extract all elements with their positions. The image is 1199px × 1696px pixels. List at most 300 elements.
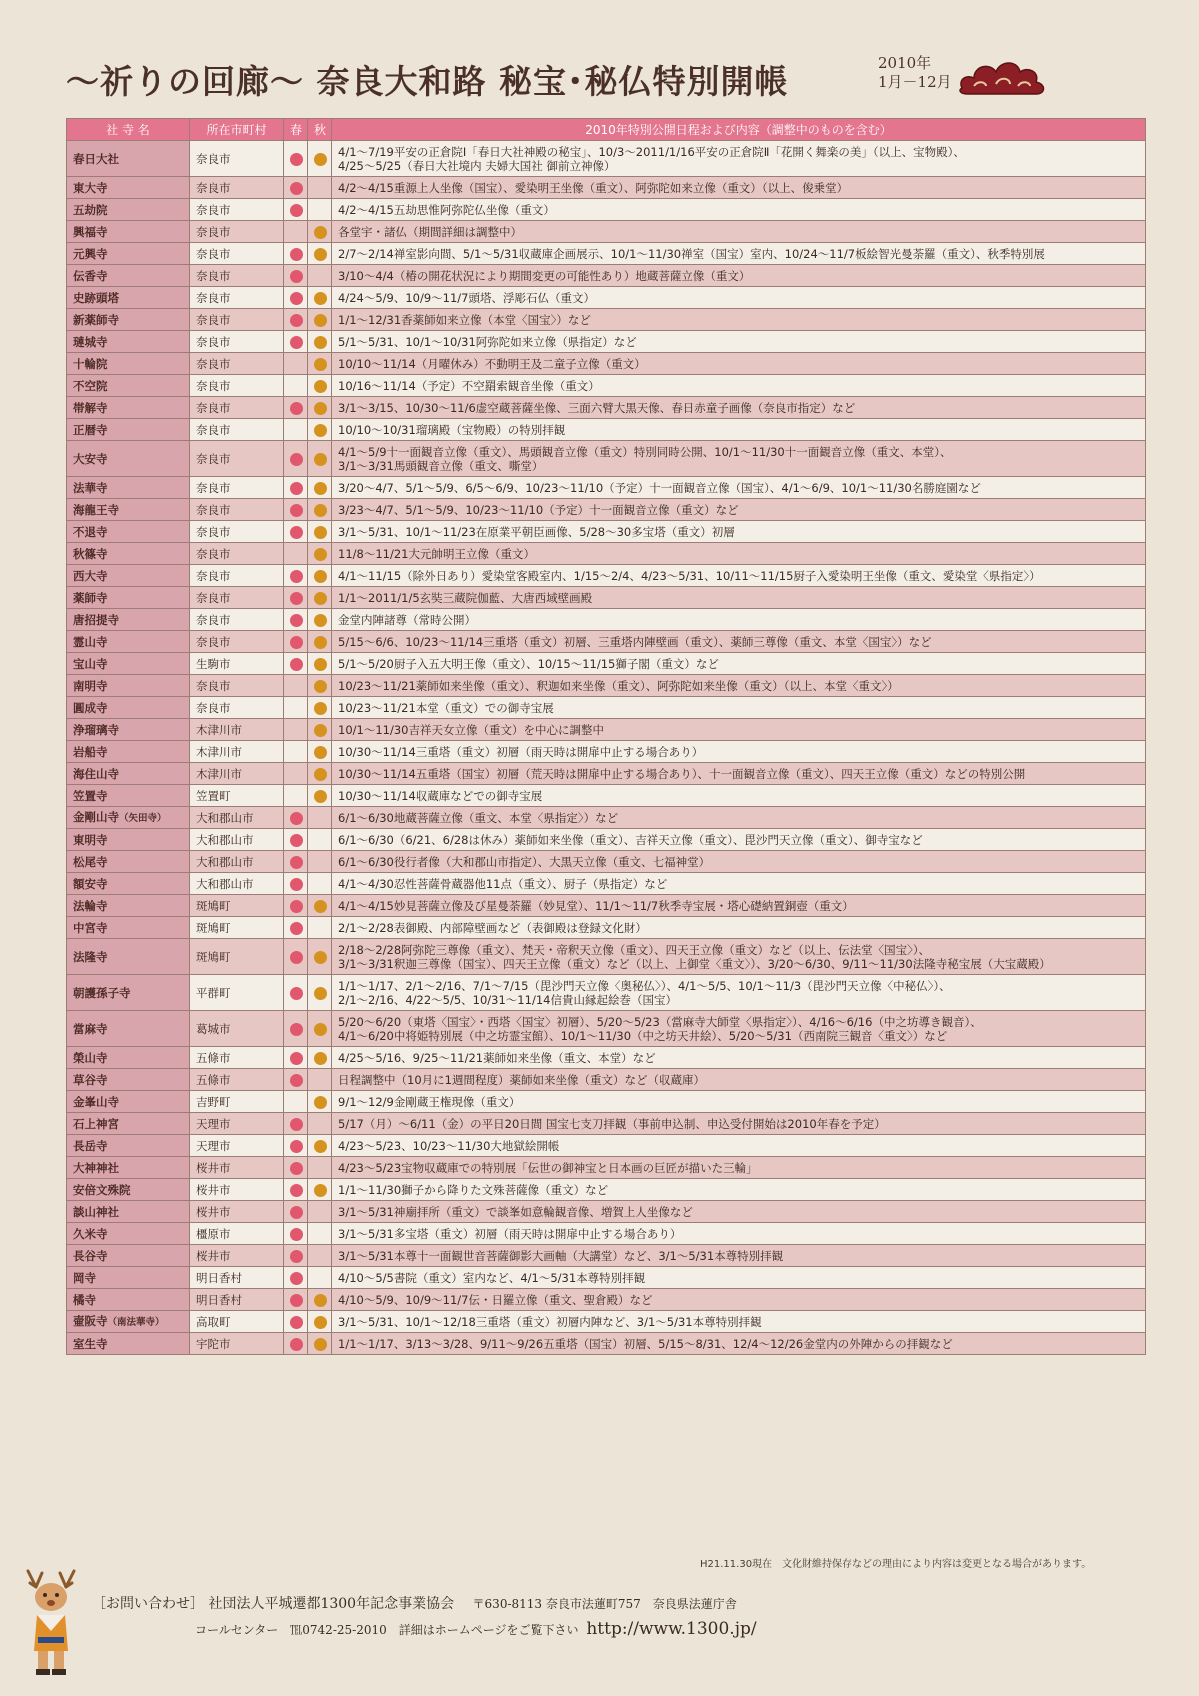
city-cell: 奈良市 (190, 141, 284, 177)
city-cell: 桜井市 (190, 1245, 284, 1267)
autumn-dot-icon (314, 1096, 327, 1109)
autumn-cell (308, 939, 332, 975)
autumn-cell (308, 1333, 332, 1355)
city-cell: 天理市 (190, 1135, 284, 1157)
temple-name (67, 829, 190, 851)
spring-dot-icon (290, 336, 303, 349)
header-spring: 春 (284, 119, 308, 141)
temple-name (67, 141, 190, 177)
temple-name-text: 春日大社 (73, 151, 119, 166)
city-cell: 奈良市 (190, 199, 284, 221)
autumn-dot-icon (314, 1023, 327, 1036)
temple-name (67, 353, 190, 375)
autumn-cell (308, 895, 332, 917)
spring-dot-icon (290, 1162, 303, 1175)
schedule-line: 1/1〜1/17、2/1〜2/16、7/1〜7/15（毘沙門天立像〈奥秘仏〉）、4/1〜5/5、10/1〜11/3（毘沙門天立像〈中秘仏〉）、 (338, 978, 951, 993)
temple-name-text: 史跡頭塔 (73, 290, 119, 305)
spring-dot-icon (290, 1140, 303, 1153)
schedule-line: 3/23〜4/7、5/1〜5/9、10/23〜11/10（予定）十一面観音立像（重文）など (338, 502, 739, 517)
spring-dot-icon (290, 270, 303, 283)
spring-dot-icon (290, 526, 303, 539)
city-cell: 笠置町 (190, 785, 284, 807)
autumn-dot-icon (314, 570, 327, 583)
spring-cell (284, 1201, 308, 1223)
schedule-cell (332, 829, 1146, 851)
spring-cell (284, 785, 308, 807)
spring-cell (284, 477, 308, 499)
table-row (67, 565, 1146, 587)
temple-name-text: 岩船寺 (73, 744, 108, 759)
schedule-line: 3/1〜5/31本尊十一面観世音菩薩御影大画軸（大講堂）など、3/1〜5/31本尊特別拝観 (338, 1248, 784, 1263)
temple-name (67, 441, 190, 477)
autumn-cell (308, 397, 332, 419)
temple-name-text: 金峯山寺 (73, 1094, 119, 1109)
table-row (67, 1135, 1146, 1157)
temple-name (67, 675, 190, 697)
schedule-cell (332, 565, 1146, 587)
autumn-cell (308, 499, 332, 521)
temple-name-text: 海龍王寺 (73, 502, 119, 517)
temple-name (67, 697, 190, 719)
autumn-dot-icon (314, 987, 327, 1000)
temple-name (67, 1289, 190, 1311)
temple-name (67, 375, 190, 397)
spring-cell (284, 141, 308, 177)
schedule-line: 2/1〜2/16、4/22〜5/5、10/31〜11/14信貴山縁起絵巻（国宝） (338, 992, 677, 1007)
schedule-cell (332, 609, 1146, 631)
schedule-cell (332, 1069, 1146, 1091)
footnote: H21.11.30現在 文化財維持保存などの理由により内容は変更となる場合があります。 (700, 1559, 1092, 1570)
schedule-line: 3/20〜4/7、5/1〜5/9、6/5〜6/9、10/23〜11/10（予定）十一面観音立像（国宝）、4/1〜6/9、10/1〜11/30名勝庭園など (338, 480, 981, 495)
temple-name-text: 元興寺 (73, 246, 108, 261)
autumn-cell (308, 829, 332, 851)
autumn-cell (308, 609, 332, 631)
table-row (67, 309, 1146, 331)
table-row (67, 719, 1146, 741)
schedule-line: 4/23〜5/23宝物収蔵庫での特別展「伝世の御神宝と日本画の巨匠が描いた三輪」 (338, 1160, 758, 1175)
spring-dot-icon (290, 402, 303, 415)
spring-cell (284, 243, 308, 265)
temple-name-text: 額安寺 (73, 876, 108, 891)
temple-name-text: 朝護孫子寺 (73, 985, 131, 1000)
temple-name (67, 873, 190, 895)
schedule-line: 日程調整中（10月に1週間程度）薬師如来坐像（重文）など（収蔵庫） (338, 1072, 705, 1087)
spring-cell (284, 873, 308, 895)
spring-cell (284, 221, 308, 243)
city-cell: 葛城市 (190, 1011, 284, 1047)
city-cell: 奈良市 (190, 631, 284, 653)
city-cell: 奈良市 (190, 353, 284, 375)
city-cell: 木津川市 (190, 763, 284, 785)
schedule-cell (332, 653, 1146, 675)
table-row (67, 1201, 1146, 1223)
spring-cell (284, 1223, 308, 1245)
schedule-line: 4/1〜7/19平安の正倉院Ⅰ「春日大社神殿の秘宝」、10/3〜2011/1/16平安の正倉院Ⅱ「花開く舞楽の美」（以上、宝物殿）、 (338, 144, 965, 159)
city-cell: 明日香村 (190, 1289, 284, 1311)
spring-dot-icon (290, 482, 303, 495)
cloud-icon (956, 50, 1048, 98)
spring-cell (284, 653, 308, 675)
temple-name-text: 圓成寺 (73, 700, 108, 715)
schedule-cell (332, 221, 1146, 243)
page-title: ～祈りの回廊～ 奈良大和路 秘宝･秘仏特別開帳 (66, 62, 789, 101)
schedule-line: 5/1〜5/31、10/1〜10/31阿弥陀如来立像（県指定）など (338, 334, 637, 349)
autumn-cell (308, 741, 332, 763)
temple-name-text: 長岳寺 (73, 1138, 108, 1153)
city-cell: 斑鳩町 (190, 917, 284, 939)
schedule-line: 4/23〜5/23、10/23〜11/30大地獄絵開帳 (338, 1138, 560, 1153)
spring-cell (284, 499, 308, 521)
autumn-cell (308, 1011, 332, 1047)
autumn-cell (308, 697, 332, 719)
schedule-cell (332, 543, 1146, 565)
spring-dot-icon (290, 592, 303, 605)
table-row (67, 243, 1146, 265)
temple-name (67, 1135, 190, 1157)
schedule-cell (332, 353, 1146, 375)
autumn-cell (308, 309, 332, 331)
temple-name-text: 室生寺 (73, 1336, 108, 1351)
table-row (67, 419, 1146, 441)
autumn-cell (308, 477, 332, 499)
city-cell: 五條市 (190, 1047, 284, 1069)
temple-name-text: 岡寺 (73, 1270, 96, 1285)
table-row (67, 631, 1146, 653)
city-cell: 奈良市 (190, 675, 284, 697)
city-cell: 桜井市 (190, 1157, 284, 1179)
table-row (67, 939, 1146, 975)
autumn-cell (308, 1311, 332, 1333)
table-row (67, 851, 1146, 873)
temple-name (67, 895, 190, 917)
schedule-cell (332, 397, 1146, 419)
spring-cell (284, 939, 308, 975)
spring-cell (284, 741, 308, 763)
spring-dot-icon (290, 1272, 303, 1285)
spring-cell (284, 199, 308, 221)
city-cell: 奈良市 (190, 331, 284, 353)
temple-name-text: 久米寺 (73, 1226, 108, 1241)
temple-name (67, 1179, 190, 1201)
schedule-line: 3/1〜5/31、10/1〜11/23在原業平朝臣画像、5/28〜30多宝塔（重文）初層 (338, 524, 735, 539)
autumn-dot-icon (314, 1338, 327, 1351)
spring-cell (284, 1179, 308, 1201)
spring-cell (284, 353, 308, 375)
schedule-cell (332, 1201, 1146, 1223)
schedule-cell (332, 1113, 1146, 1135)
schedule-cell (332, 895, 1146, 917)
spring-cell (284, 419, 308, 441)
schedule-cell (332, 631, 1146, 653)
table-row (67, 397, 1146, 419)
spring-dot-icon (290, 900, 303, 913)
autumn-cell (308, 565, 332, 587)
autumn-dot-icon (314, 424, 327, 437)
schedule-line: 9/1〜12/9金剛蔵王権現像（重文） (338, 1094, 521, 1109)
temple-name (67, 521, 190, 543)
spring-cell (284, 975, 308, 1011)
schedule-line: 4/1〜5/9十一面観音立像（重文）、馬頭観音立像（重文）特別同時公開、10/1〜11/30十一面観音立像（重文、本堂）、 (338, 444, 952, 459)
schedule-cell (332, 719, 1146, 741)
autumn-cell (308, 353, 332, 375)
schedule-line: 11/8〜11/21大元帥明王立像（重文） (338, 546, 535, 561)
autumn-cell (308, 441, 332, 477)
schedule-line: 10/30〜11/14五重塔（国宝）初層（荒天時は開扉中止する場合あり）、十一面観音立像（重文）、四天王立像（重文）などの特別公開 (338, 766, 1026, 781)
spring-cell (284, 763, 308, 785)
spring-cell (284, 1311, 308, 1333)
temple-name (67, 609, 190, 631)
temple-name-text: 不退寺 (73, 524, 108, 539)
temple-name-text: 笠置寺 (73, 788, 108, 803)
autumn-dot-icon (314, 336, 327, 349)
schedule-line: 3/10〜4/4（椿の開花状況により期間変更の可能性あり）地蔵菩薩立像（重文） (338, 268, 751, 283)
schedule-cell (332, 177, 1146, 199)
spring-cell (284, 441, 308, 477)
schedule-cell (332, 1135, 1146, 1157)
temple-name (67, 1245, 190, 1267)
autumn-cell (308, 675, 332, 697)
city-cell: 桜井市 (190, 1179, 284, 1201)
autumn-dot-icon (314, 482, 327, 495)
table-row (67, 375, 1146, 397)
temple-name (67, 587, 190, 609)
city-cell: 奈良市 (190, 477, 284, 499)
spring-dot-icon (290, 1316, 303, 1329)
autumn-dot-icon (314, 292, 327, 305)
autumn-cell (308, 141, 332, 177)
schedule-cell (332, 1047, 1146, 1069)
spring-cell (284, 1091, 308, 1113)
schedule-cell (332, 587, 1146, 609)
temple-name-text: 談山神社 (73, 1204, 119, 1219)
schedule-cell (332, 851, 1146, 873)
table-row (67, 975, 1146, 1011)
spring-cell (284, 1047, 308, 1069)
table-row (67, 609, 1146, 631)
table-row (67, 873, 1146, 895)
table-row (67, 499, 1146, 521)
spring-dot-icon (290, 951, 303, 964)
schedule-line: 1/1〜12/31香薬師如来立像（本堂〈国宝〉）など (338, 312, 591, 327)
temple-name (67, 1311, 190, 1333)
temple-name (67, 177, 190, 199)
city-cell: 斑鳩町 (190, 895, 284, 917)
temple-name (67, 851, 190, 873)
city-cell: 五條市 (190, 1069, 284, 1091)
schedule-cell (332, 521, 1146, 543)
autumn-dot-icon (314, 746, 327, 759)
schedule-line: 各堂宇・諸仏（期間詳細は調整中） (338, 224, 522, 239)
spring-dot-icon (290, 248, 303, 261)
temple-name (67, 1011, 190, 1047)
schedule-cell (332, 477, 1146, 499)
spring-dot-icon (290, 614, 303, 627)
spring-cell (284, 807, 308, 829)
spring-dot-icon (290, 182, 303, 195)
callcenter-line (195, 1619, 757, 1639)
temple-name-text: 大神神社 (73, 1160, 119, 1175)
schedule-line: 10/30〜11/14三重塔（重文）初層（雨天時は開扉中止する場合あり） (338, 744, 704, 759)
city-cell: 奈良市 (190, 397, 284, 419)
temple-name-text: 法輪寺 (73, 898, 108, 913)
schedule-line: 5/20〜6/20（東塔〈国宝〉・西塔〈国宝〉初層）、5/20〜5/23（當麻寺大師堂〈県指定〉）、4/16〜6/16（中之坊導き観音）、 (338, 1014, 982, 1029)
table-row (67, 1223, 1146, 1245)
spring-cell (284, 719, 308, 741)
temple-name-text: 壷阪寺 (73, 1313, 108, 1328)
spring-dot-icon (290, 1250, 303, 1263)
schedule-cell (332, 807, 1146, 829)
schedule-cell (332, 331, 1146, 353)
website-link[interactable]: http://www.1300.jp/ (586, 1619, 757, 1639)
city-cell: 天理市 (190, 1113, 284, 1135)
city-cell: 奈良市 (190, 587, 284, 609)
schedule-line: 4/1〜11/15（除外日あり）愛染堂客殿室内、1/15〜2/4、4/23〜5/31、10/11〜11/15厨子入愛染明王坐像（重文、愛染堂〈県指定〉） (338, 568, 1041, 583)
table-row (67, 763, 1146, 785)
autumn-dot-icon (314, 900, 327, 913)
temple-name (67, 807, 190, 829)
temple-name-text: 宝山寺 (73, 656, 108, 671)
city-cell: 木津川市 (190, 741, 284, 763)
spring-dot-icon (290, 504, 303, 517)
autumn-cell (308, 1289, 332, 1311)
temple-name-text: 唐招提寺 (73, 612, 119, 627)
schedule-line: 3/1〜3/31馬頭観音立像（重文、嘶堂） (338, 458, 544, 473)
autumn-dot-icon (314, 314, 327, 327)
table-row (67, 221, 1146, 243)
temple-alt-name: （矢田寺） (119, 812, 167, 824)
schedule-line: 3/1〜5/31多宝塔（重文）初層（雨天時は開扉中止する場合あり） (338, 1226, 682, 1241)
temple-name (67, 1223, 190, 1245)
mascot-icon (20, 1565, 82, 1685)
temple-name-text: 東大寺 (73, 180, 108, 195)
spring-cell (284, 397, 308, 419)
city-cell: 奈良市 (190, 221, 284, 243)
autumn-dot-icon (314, 226, 327, 239)
city-cell: 奈良市 (190, 543, 284, 565)
spring-cell (284, 1245, 308, 1267)
contact-org: 社団法人平城遷都1300年記念事業協会 (208, 1596, 455, 1612)
schedule-cell (332, 199, 1146, 221)
schedule-cell (332, 873, 1146, 895)
temple-name-text: 十輪院 (73, 356, 108, 371)
table-row (67, 441, 1146, 477)
page-header (66, 44, 1146, 114)
spring-cell (284, 543, 308, 565)
spring-dot-icon (290, 292, 303, 305)
schedule-line: 1/1〜2011/1/5玄奘三蔵院伽藍、大唐西域壁画殿 (338, 590, 593, 605)
temple-name-text: 正暦寺 (73, 422, 108, 437)
spring-dot-icon (290, 1074, 303, 1087)
schedule-cell (332, 975, 1146, 1011)
spring-cell (284, 1333, 308, 1355)
table-row (67, 829, 1146, 851)
temple-name (67, 397, 190, 419)
table-row (67, 785, 1146, 807)
schedule-line: 10/16〜11/14（予定）不空羂索観音坐像（重文） (338, 378, 600, 393)
table-row (67, 521, 1146, 543)
temple-name-text: 石上神宮 (73, 1116, 119, 1131)
temple-name-text: 中宮寺 (73, 920, 108, 935)
schedule-cell (332, 1245, 1146, 1267)
temple-name-text: 秋篠寺 (73, 546, 108, 561)
schedule-line: 4/10〜5/9、10/9〜11/7伝・日羅立像（重文、聖倉殿）など (338, 1292, 653, 1307)
city-cell: 奈良市 (190, 375, 284, 397)
temple-name (67, 419, 190, 441)
spring-cell (284, 309, 308, 331)
table-row (67, 287, 1146, 309)
autumn-dot-icon (314, 526, 327, 539)
autumn-cell (308, 1245, 332, 1267)
schedule-line: 2/1〜2/28表御殿、内部障壁画など（表御殿は登録文化財） (338, 920, 647, 935)
spring-cell (284, 1289, 308, 1311)
table-row (67, 1289, 1146, 1311)
temple-name (67, 917, 190, 939)
temple-name (67, 1267, 190, 1289)
header-city: 所在市町村 (190, 119, 284, 141)
temple-name (67, 499, 190, 521)
table-body (67, 141, 1146, 1355)
table-row (67, 1333, 1146, 1355)
table-row (67, 1267, 1146, 1289)
table-row (67, 895, 1146, 917)
autumn-cell (308, 587, 332, 609)
autumn-dot-icon (314, 402, 327, 415)
schedule-line: 5/17（月）〜6/11（金）の平日20日間 国宝七支刀拝観（事前申込制、申込受付開始は2010年春を予定） (338, 1116, 886, 1131)
autumn-dot-icon (314, 504, 327, 517)
table-row (67, 1113, 1146, 1135)
temple-name (67, 309, 190, 331)
autumn-cell (308, 653, 332, 675)
schedule-line: 5/1〜5/20厨子入五大明王像（重文）、10/15〜11/15獅子閣（重文）など (338, 656, 719, 671)
autumn-cell (308, 807, 332, 829)
temple-name (67, 1113, 190, 1135)
temple-name (67, 631, 190, 653)
schedule-line: 10/1〜11/30吉祥天女立像（重文）を中心に調整中 (338, 722, 604, 737)
schedule-line: 4/2〜4/15五劫思惟阿弥陀仏坐像（重文） (338, 202, 555, 217)
period-year: 2010年 (878, 54, 932, 72)
city-cell: 大和郡山市 (190, 873, 284, 895)
city-cell: 高取町 (190, 1311, 284, 1333)
period-months: 1月－12月 (878, 73, 952, 91)
autumn-dot-icon (314, 724, 327, 737)
autumn-cell (308, 631, 332, 653)
autumn-cell (308, 1157, 332, 1179)
schedule-cell (332, 741, 1146, 763)
spring-cell (284, 1069, 308, 1091)
header-autumn: 秋 (308, 119, 332, 141)
callcenter-text: コールセンター ℡0742-25-2010 詳細はホームページをご覧下さい (195, 1623, 579, 1637)
autumn-cell (308, 543, 332, 565)
schedule-line: 4/1〜6/20中将姫特別展（中之坊霊宝館）、10/1〜11/30（中之坊天井絵）、5/20〜5/31（西南院三観音〈重文〉）など (338, 1028, 948, 1043)
autumn-cell (308, 1135, 332, 1157)
schedule-cell (332, 1157, 1146, 1179)
autumn-dot-icon (314, 548, 327, 561)
temple-name (67, 1047, 190, 1069)
schedule-line: 4/1〜4/15妙見菩薩立像及び星曼荼羅（妙見堂）、11/1〜11/7秋季寺宝展・塔心礎納置銅壺（重文） (338, 898, 854, 913)
table-row (67, 1091, 1146, 1113)
autumn-cell (308, 265, 332, 287)
temple-name-text: 橘寺 (73, 1292, 96, 1307)
header-schedule: 2010年特別公開日程および内容（調整中のものを含む） (332, 119, 1146, 141)
schedule-line: 10/23〜11/21薬師如来坐像（重文）、釈迦如来坐像（重文）、阿弥陀如来坐像（重文）（以上、本堂〈重文〉） (338, 678, 899, 693)
spring-dot-icon (290, 453, 303, 466)
temple-name (67, 653, 190, 675)
city-cell: 奈良市 (190, 177, 284, 199)
schedule-line: 4/25〜5/25（春日大社境内 夫婦大国社 御前立神像） (338, 158, 616, 173)
autumn-cell (308, 975, 332, 1011)
schedule-line: 3/1〜5/31神廟拝所（重文）で談峯如意輪観音像、増賀上人坐像など (338, 1204, 693, 1219)
schedule-line: 5/15〜6/6、10/23〜11/14三重塔（重文）初層、三重塔内陣壁画（重文）、薬師三尊像（重文、本堂〈国宝〉）など (338, 634, 932, 649)
